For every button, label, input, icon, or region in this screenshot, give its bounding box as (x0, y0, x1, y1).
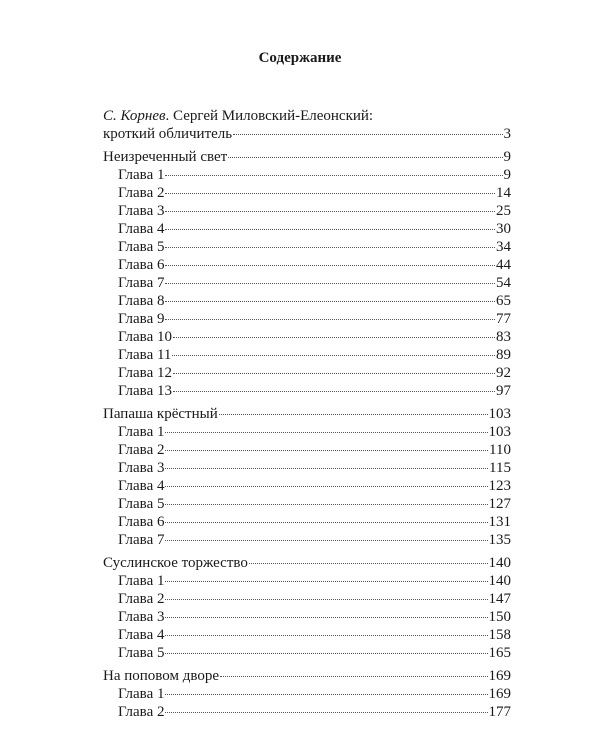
toc-section-entry[interactable] (103, 405, 511, 423)
chapter-label: Глава 6 (118, 257, 165, 273)
toc-chapter-entry[interactable] (103, 256, 511, 274)
dot-leader (165, 229, 495, 230)
chapter-page-number: 110 (489, 442, 511, 458)
chapter-label: Глава 9 (118, 311, 165, 327)
toc-chapter-entry[interactable] (103, 608, 511, 626)
page-title: Содержание (258, 50, 342, 66)
chapter-label: Глава 5 (118, 645, 165, 661)
toc-chapter-entry[interactable] (103, 513, 511, 531)
section-title: Неизреченный свет (103, 149, 228, 165)
chapter-page-number: 135 (488, 532, 511, 548)
toc-chapter-entry[interactable] (103, 382, 511, 400)
chapter-label: Глава 11 (118, 347, 172, 363)
chapter-label: Глава 1 (118, 167, 165, 183)
dot-leader (220, 676, 487, 677)
toc-chapter-entry[interactable] (103, 364, 511, 382)
chapter-label: Глава 3 (118, 203, 165, 219)
dot-leader (219, 414, 488, 415)
sections-list (103, 148, 511, 721)
chapter-page-number: 158 (488, 627, 511, 643)
chapter-label: Глава 5 (118, 239, 165, 255)
chapter-label: Глава 4 (118, 221, 165, 237)
chapter-page-number: 44 (496, 257, 511, 273)
chapter-label: Глава 12 (118, 365, 172, 381)
section-page-number: 169 (488, 668, 511, 684)
dot-leader (165, 283, 495, 284)
dot-leader (165, 486, 487, 487)
chapter-label: Глава 2 (118, 185, 165, 201)
chapter-label: Глава 4 (118, 478, 165, 494)
toc-section-entry[interactable] (103, 554, 511, 572)
toc-chapter-entry[interactable] (103, 184, 511, 202)
chapter-page-number: 25 (496, 203, 511, 219)
toc-chapter-entry[interactable] (103, 644, 511, 662)
chapter-page-number: 123 (488, 478, 511, 494)
dot-leader (173, 337, 495, 338)
chapter-page-number: 54 (496, 275, 511, 291)
toc-chapter-entry[interactable] (103, 590, 511, 608)
dot-leader (165, 193, 495, 194)
chapter-page-number: 89 (496, 347, 511, 363)
chapter-label: Глава 4 (118, 627, 165, 643)
chapter-page-number: 65 (496, 293, 511, 309)
chapter-label: Глава 10 (118, 329, 172, 345)
toc-chapter-entry[interactable] (103, 531, 511, 549)
chapter-page-number: 34 (496, 239, 511, 255)
chapter-label: Глава 7 (118, 275, 165, 291)
chapter-page-number: 9 (503, 167, 511, 183)
dot-leader (165, 653, 487, 654)
toc-section-entry[interactable] (103, 148, 511, 166)
section-page-number: 140 (488, 555, 511, 571)
intro-page-number: 3 (503, 126, 511, 142)
dot-leader (165, 635, 487, 636)
intro-entry-line2[interactable] (103, 125, 511, 143)
dot-leader (165, 450, 488, 451)
intro-separator: . (165, 108, 174, 124)
chapter-page-number: 103 (488, 424, 511, 440)
intro-entry-line1 (103, 107, 511, 125)
dot-leader (165, 301, 495, 302)
toc-chapter-entry[interactable] (103, 441, 511, 459)
chapter-page-number: 92 (496, 365, 511, 381)
section-title: Суслинское торжество (103, 555, 248, 571)
chapter-label: Глава 3 (118, 460, 165, 476)
chapter-page-number: 169 (488, 686, 511, 702)
chapter-label: Глава 1 (118, 686, 165, 702)
intro-author: С. Корнев (103, 108, 166, 124)
section-page-number: 9 (503, 149, 511, 165)
toc-chapter-entry[interactable] (103, 459, 511, 477)
chapter-page-number: 14 (496, 185, 511, 201)
dot-leader (228, 157, 502, 158)
chapter-page-number: 147 (488, 591, 511, 607)
toc-chapter-entry[interactable] (103, 703, 511, 721)
dot-leader (165, 522, 487, 523)
chapter-label: Глава 2 (118, 442, 165, 458)
toc-chapter-entry[interactable] (103, 274, 511, 292)
dot-leader (165, 468, 488, 469)
toc-chapter-entry[interactable] (103, 495, 511, 513)
dot-leader (165, 694, 487, 695)
chapter-label: Глава 1 (118, 573, 165, 589)
dot-leader (173, 373, 495, 374)
chapter-page-number: 30 (496, 221, 511, 237)
dot-leader (165, 319, 495, 320)
chapter-page-number: 177 (488, 704, 511, 720)
chapter-page-number: 127 (488, 496, 511, 512)
dot-leader (165, 712, 487, 713)
chapter-label: Глава 5 (118, 496, 165, 512)
toc-chapter-entry[interactable] (103, 166, 511, 184)
toc-section-entry[interactable] (103, 667, 511, 685)
dot-leader (165, 211, 495, 212)
chapter-page-number: 83 (496, 329, 511, 345)
section-title: Папаша крёстный (103, 406, 218, 422)
dot-leader (165, 599, 487, 600)
toc-chapter-entry[interactable] (103, 346, 511, 364)
toc-chapter-entry[interactable] (103, 220, 511, 238)
dot-leader (165, 175, 502, 176)
chapter-label: Глава 1 (118, 424, 165, 440)
intro-title-part1: Сергей Миловский-Елеонский: (173, 108, 374, 124)
chapter-page-number: 150 (488, 609, 511, 625)
toc-chapter-entry[interactable] (103, 202, 511, 220)
section-title: На поповом дворе (103, 668, 220, 684)
dot-leader (172, 355, 495, 356)
section-page-number: 103 (488, 406, 511, 422)
chapter-label: Глава 7 (118, 532, 165, 548)
chapter-page-number: 165 (488, 645, 511, 661)
dot-leader (165, 265, 495, 266)
dot-leader (165, 504, 487, 505)
dot-leader (165, 581, 487, 582)
chapter-label: Глава 2 (118, 704, 165, 720)
chapter-page-number: 77 (496, 311, 511, 327)
toc-chapter-entry[interactable] (103, 626, 511, 644)
dot-leader (165, 617, 487, 618)
toc-chapter-entry[interactable] (103, 328, 511, 346)
chapter-page-number: 97 (496, 383, 511, 399)
chapter-page-number: 131 (488, 514, 511, 530)
chapter-label: Глава 3 (118, 609, 165, 625)
chapter-label: Глава 2 (118, 591, 165, 607)
toc-chapter-entry[interactable] (103, 292, 511, 310)
toc-chapter-entry[interactable] (103, 685, 511, 703)
dot-leader (165, 540, 487, 541)
table-of-contents (103, 107, 511, 721)
dot-leader (233, 134, 502, 135)
intro-title-part2: кроткий обличитель (103, 126, 233, 142)
toc-chapter-entry[interactable] (103, 310, 511, 328)
dot-leader (165, 432, 487, 433)
chapter-label: Глава 8 (118, 293, 165, 309)
dot-leader (249, 563, 488, 564)
chapter-label: Глава 6 (118, 514, 165, 530)
toc-chapter-entry[interactable] (103, 477, 511, 495)
dot-leader (173, 391, 495, 392)
chapter-page-number: 115 (489, 460, 511, 476)
chapter-label: Глава 13 (118, 383, 172, 399)
chapter-page-number: 140 (488, 573, 511, 589)
toc-chapter-entry[interactable] (103, 423, 511, 441)
toc-chapter-entry[interactable] (103, 572, 511, 590)
dot-leader (165, 247, 495, 248)
toc-chapter-entry[interactable] (103, 238, 511, 256)
